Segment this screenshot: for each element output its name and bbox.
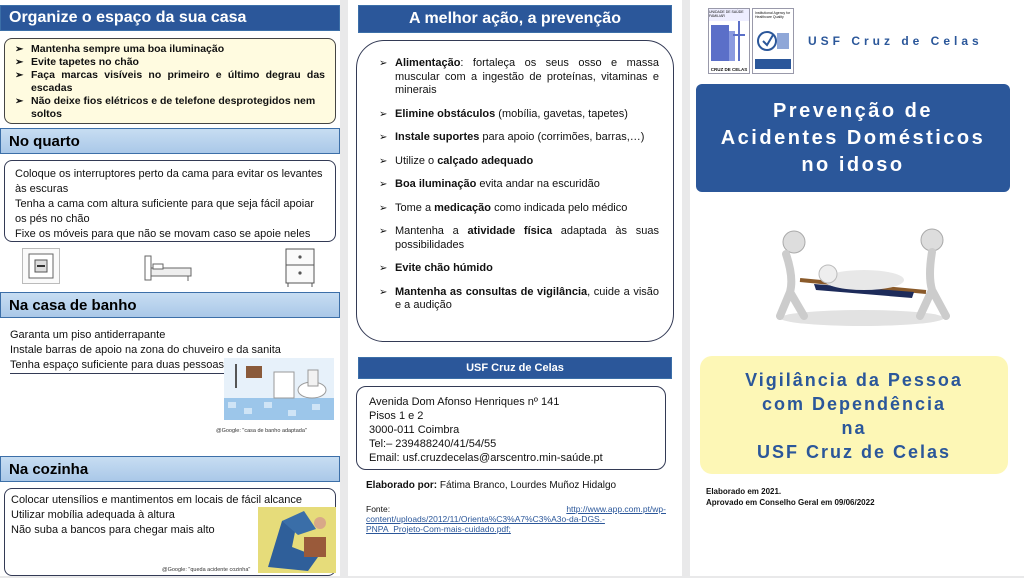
- prevencao-item-bold: Elimine obstáculos: [395, 107, 496, 120]
- prevencao-item: [379, 286, 659, 313]
- cozinha-credit: @Google: "queda acidente cozinha": [162, 567, 251, 573]
- prevencao-item: [379, 202, 659, 216]
- usf-logo: [708, 8, 750, 74]
- organize-box: [4, 38, 336, 124]
- prevencao-item-bold: atividade física: [467, 225, 553, 237]
- organize-item: ➢ Não deixe fios elétricos e de telefone desprotegidos nem soltos: [15, 95, 325, 121]
- prevencao-title: A melhor ação, a prevenção: [409, 10, 621, 27]
- organize-item: ➢ Mantenha sempre uma boa iluminação: [15, 43, 325, 56]
- cozinha-line: Não suba a bancos para chegar mais alto: [11, 524, 215, 536]
- prevencao-header: [358, 5, 672, 33]
- authors-label: Elaborado por:: [366, 480, 438, 491]
- prevencao-item-rest: evita andar na escuridão: [476, 178, 600, 190]
- usf-logo-text: CRUZ DE CELAS: [710, 67, 748, 72]
- panel-middle: [348, 0, 682, 576]
- prevencao-item-pre: Utilize o: [395, 154, 438, 167]
- source-label: Fonte:: [366, 504, 391, 514]
- subtitle-line: Vigilância da Pessoa: [745, 370, 963, 390]
- source-link[interactable]: content/uploads/2012/11/Orienta%C3%A7%C3%A3o-da-DGS.-: [366, 514, 605, 524]
- prevencao-item: [379, 225, 659, 252]
- cozinha-title: Na cozinha: [9, 460, 89, 478]
- source-link[interactable]: http://www.app.com.pt/wp-: [566, 504, 666, 514]
- brand-name: USF Cruz de Celas: [808, 34, 983, 48]
- approval-info: [706, 486, 875, 508]
- contact-header: [358, 357, 672, 379]
- elaborado-text: Elaborado em 2021.: [706, 487, 782, 496]
- organize-item: ➢ Faça marcas visíveis no primeiro e último degrau das escadas: [15, 69, 325, 95]
- panel-left: [0, 0, 340, 576]
- organize-item: ➢ Evite tapetes no chão: [15, 56, 325, 69]
- panel-right: [690, 0, 1024, 576]
- banho-title: Na casa de banho: [9, 296, 137, 314]
- address-line: Email: usf.cruzdecelas@arscentro.min-saúde.pt: [369, 452, 603, 464]
- prevencao-item-rest: adaptada às suas possibilidades: [395, 225, 659, 251]
- cozinha-line: Colocar utensílios e mantimentos em locais de fácil alcance: [11, 494, 303, 506]
- prevencao-item-bold: Alimentação: [395, 57, 461, 69]
- subtitle-line: na: [841, 418, 867, 438]
- main-title-line: Acidentes Domésticos: [720, 126, 986, 149]
- address-line: 3000-011 Coimbra: [369, 424, 460, 436]
- prevencao-item-rest: (mobília, gavetas, tapetes): [495, 107, 628, 120]
- prevencao-box: [356, 40, 674, 342]
- quarto-box: [4, 160, 336, 242]
- quarto-title: No quarto: [9, 132, 80, 150]
- quarto-line: Fixe os móveis para que não se movam caso se apoie neles: [15, 228, 311, 240]
- organize-title: Organize o espaço da sua casa: [9, 9, 247, 26]
- stretcher-illustration: [764, 218, 960, 328]
- prevencao-item-pre: Tome a: [395, 201, 435, 214]
- address-box: [356, 386, 666, 470]
- accreditation-logo-text: Institutional Agency for Healthcare Quality: [755, 11, 791, 19]
- banho-line: Garanta um piso antiderrapante: [10, 329, 166, 341]
- quarto-line: Coloque os interruptores perto da cama para evitar os levantes às escuras: [15, 168, 323, 195]
- subtitle-box: [700, 356, 1008, 474]
- prevencao-item-bold: Boa iluminação: [395, 178, 477, 190]
- prevencao-item-bold: medicação: [434, 201, 492, 214]
- organize-header: [0, 5, 340, 31]
- aprovado-text: Aprovado em Conselho Geral em 09/06/2022: [706, 498, 875, 507]
- accreditation-logo: [752, 8, 794, 74]
- cozinha-line: Utilizar mobília adequada à altura: [11, 509, 175, 521]
- prevencao-item-rest: : fortaleça os seus osso e massa muscular com a ingestão de proteínas, vitaminas e minerais: [395, 57, 659, 96]
- prevencao-item-bold: calçado adequado: [437, 154, 534, 167]
- prevencao-item: [379, 155, 659, 169]
- prevencao-item: [379, 131, 659, 145]
- source: [366, 504, 666, 534]
- prevencao-item: [379, 178, 659, 192]
- usf-logo-small-text: UNIDADE DE SAÚDE FAMILIAR: [709, 10, 744, 18]
- prevencao-item: [379, 108, 659, 122]
- address-line: Pisos 1 e 2: [369, 410, 424, 422]
- cozinha-header: [0, 456, 340, 482]
- prevencao-item: [379, 262, 659, 276]
- nightstand-icon: [282, 246, 318, 288]
- banho-line: Tenha espaço suficiente para duas pessoas: [10, 358, 224, 374]
- prevencao-item-pre: Mantenha a: [395, 225, 468, 237]
- bed-icon: [142, 248, 194, 284]
- banho-header: [0, 292, 340, 318]
- prevencao-list: [379, 57, 659, 313]
- address-line: Avenida Dom Afonso Henriques nº 141: [369, 396, 560, 408]
- prevencao-item-rest: para apoio (corrimões, barras,…): [479, 131, 645, 143]
- quarto-line: Tenha a cama com altura suficiente para que seja fácil apoiar os pés no chão: [15, 198, 315, 225]
- address-line: Tel:– 239488240/41/54/55: [369, 438, 497, 450]
- banho-line: Instale barras de apoio na zona do chuveiro e da sanita: [10, 344, 281, 356]
- main-title-line: no idoso: [801, 153, 905, 176]
- contact-title: USF Cruz de Celas: [466, 362, 564, 374]
- prevencao-item-bold: Mantenha as consultas de vigilância: [395, 285, 588, 298]
- authors-names: Fátima Branco, Lourdes Muñoz Hidalgo: [437, 480, 617, 491]
- subtitle-line: com Dependência: [761, 394, 947, 414]
- kitchen-fall-image: [258, 507, 336, 573]
- bathroom-image: [224, 358, 334, 420]
- main-title-box: [696, 84, 1010, 192]
- main-title-line: Prevenção de: [772, 99, 934, 122]
- prevencao-item-bold: Evite chão húmido: [395, 262, 493, 274]
- light-switch-icon: [22, 248, 60, 284]
- quarto-header: [0, 128, 340, 154]
- prevencao-item: [379, 57, 659, 98]
- banho-credit: @Google: "casa de banho adaptada": [216, 428, 307, 434]
- authors: [366, 480, 666, 491]
- prevencao-item-bold: Instale suportes: [395, 131, 480, 143]
- subtitle-line: USF Cruz de Celas: [756, 442, 952, 462]
- prevencao-item-rest: , cuide a visão e a audição: [395, 285, 659, 311]
- prevencao-item-rest: como indicada pelo médico: [491, 201, 628, 214]
- organize-list: [15, 43, 325, 121]
- source-link[interactable]: PNPA_Projeto-Com-mais-cuidado.pdf;: [366, 524, 511, 534]
